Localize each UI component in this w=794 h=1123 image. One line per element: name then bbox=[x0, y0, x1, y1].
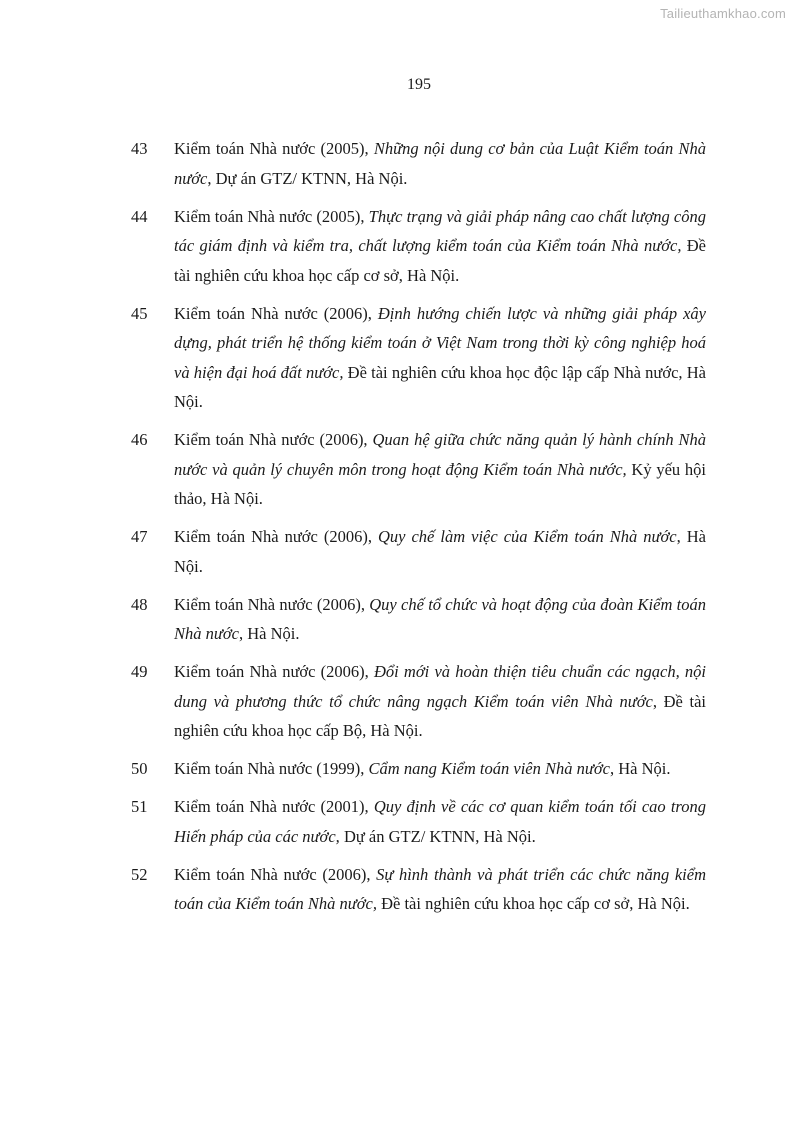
reference-publisher: , Đề tài nghiên cứu khoa học cấp Bộ, Hà Nội. bbox=[174, 691, 707, 740]
reference-text bbox=[174, 202, 706, 291]
reference-author-year: Kiểm toán Nhà nước (1999), bbox=[174, 759, 369, 778]
reference-item bbox=[131, 299, 706, 417]
reference-publisher: Dự án GTZ/ KTNN, Hà Nội. bbox=[339, 826, 536, 846]
reference-item bbox=[131, 792, 706, 851]
reference-title: Sự hình thành và phát triển các chức năng kiểm toán của Kiểm toán Nhà nước, bbox=[174, 864, 706, 913]
reference-number: 47 bbox=[131, 527, 148, 546]
reference-author-year: Kiểm toán Nhà nước (2006), bbox=[174, 594, 370, 614]
reference-text bbox=[174, 425, 706, 514]
reference-number: 46 bbox=[131, 430, 148, 449]
reference-number: 51 bbox=[131, 797, 148, 816]
reference-item bbox=[131, 590, 706, 649]
reference-publisher: , Hà Nội. bbox=[174, 527, 706, 576]
reference-number: 43 bbox=[131, 139, 148, 158]
reference-author-year: Kiểm toán Nhà nước (2001), bbox=[174, 797, 374, 816]
reference-title: Quy chế tổ chức và hoạt động của đoàn Kiểm toán Nhà nước bbox=[174, 594, 706, 643]
watermark-text: Tailieuthamkhao.com bbox=[660, 6, 786, 21]
reference-author-year: Kiểm toán Nhà nước (2005), bbox=[174, 139, 374, 158]
reference-title: Cẩm nang Kiểm toán viên Nhà nước bbox=[368, 759, 610, 778]
reference-author-year: Kiểm toán Nhà nước (2006), bbox=[174, 662, 374, 681]
reference-title: Quy chế làm việc của Kiểm toán Nhà nước bbox=[377, 527, 677, 546]
reference-text bbox=[174, 657, 706, 746]
reference-publisher: , Dự án GTZ/ KTNN, Hà Nội. bbox=[207, 168, 408, 188]
reference-item bbox=[131, 754, 706, 784]
reference-author-year: Kiểm toán Nhà nước (2006), bbox=[174, 430, 373, 449]
reference-number: 45 bbox=[131, 303, 148, 323]
reference-list bbox=[131, 134, 706, 927]
reference-publisher: Đề tài nghiên cứu khoa học cấp cơ sở, Hà Nội. bbox=[376, 894, 690, 913]
reference-publisher: Đề tài nghiên cứu khoa học độc lập cấp Nhà nước, Hà Nội. bbox=[174, 362, 706, 411]
reference-author-year: Kiểm toán Nhà nước (2005), bbox=[174, 206, 369, 226]
reference-number: 52 bbox=[131, 864, 148, 884]
reference-title: Quan hệ giữa chức năng quản lý hành chính Nhà nước và quản lý chuyên môn trong hoạt động Kiểm toán Nhà nước, bbox=[174, 430, 706, 479]
reference-publisher: , Hà Nội. bbox=[239, 624, 300, 643]
page-number: 195 bbox=[407, 76, 431, 93]
reference-publisher: Kỷ yếu hội thảo, Hà Nội. bbox=[174, 459, 706, 508]
reference-text bbox=[174, 860, 706, 919]
reference-text bbox=[174, 792, 706, 851]
reference-author-year: Kiểm toán Nhà nước (2006), bbox=[174, 864, 377, 884]
reference-title: Quy định về các cơ quan kiểm toán tối cao trong Hiến pháp của các nước, bbox=[174, 797, 706, 846]
reference-publisher: Đề tài nghiên cứu khoa học cấp cơ sở, Hà Nội. bbox=[174, 236, 706, 285]
reference-number: 49 bbox=[131, 662, 148, 681]
reference-number: 50 bbox=[131, 759, 148, 778]
reference-item bbox=[131, 657, 706, 746]
reference-item bbox=[131, 860, 706, 919]
reference-author-year: Kiểm toán Nhà nước (2006), bbox=[174, 527, 378, 546]
reference-number: 48 bbox=[131, 594, 148, 614]
reference-title: Đổi mới và hoàn thiện tiêu chuẩn các ngạch, nội dung và phương thức tổ chức nâng ngạch Kiểm toán viên Nhà nước bbox=[174, 662, 706, 711]
reference-title: Những nội dung cơ bản của Luật Kiểm toán Nhà nước bbox=[174, 139, 706, 188]
reference-text bbox=[174, 522, 706, 581]
reference-text bbox=[174, 754, 706, 784]
reference-item bbox=[131, 425, 706, 514]
reference-text bbox=[174, 299, 706, 417]
reference-publisher: , Hà Nội. bbox=[610, 759, 671, 778]
reference-text bbox=[174, 134, 706, 193]
reference-author-year: Kiểm toán Nhà nước (2006), bbox=[174, 303, 378, 323]
reference-item bbox=[131, 522, 706, 581]
reference-text bbox=[174, 590, 706, 649]
reference-number: 44 bbox=[131, 206, 148, 226]
reference-item bbox=[131, 202, 706, 291]
reference-item bbox=[131, 134, 706, 193]
reference-title: Thực trạng và giải pháp nâng cao chất lượng công tác giám định và kiểm tra, chất lượng kiểm toán của Kiểm toán Nhà nước, bbox=[174, 206, 706, 255]
reference-title: Định hướng chiến lược và những giải pháp xây dựng, phát triển hệ thống kiểm toán ở Việt Nam trong thời kỳ công nghiệp hoá và hiện đại hoá đất nước, bbox=[174, 303, 706, 382]
